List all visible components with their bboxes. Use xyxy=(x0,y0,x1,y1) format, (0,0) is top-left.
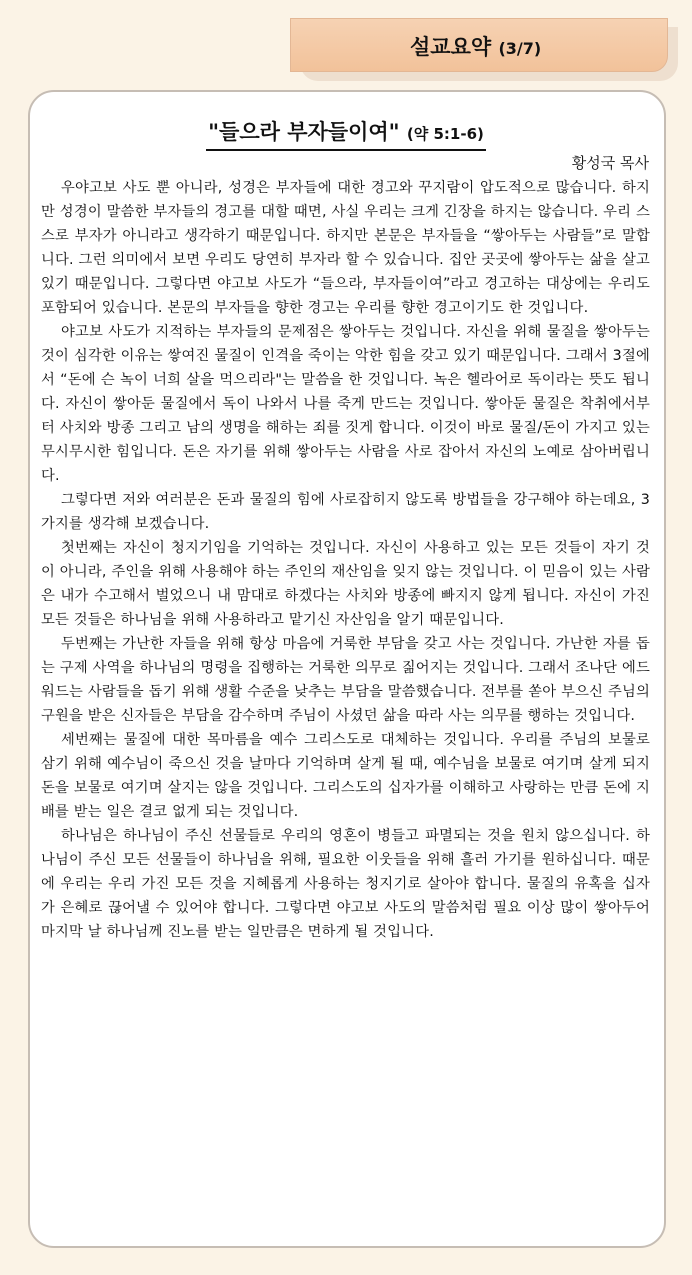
sermon-title-text: "들으라 부자들이여" xyxy=(208,120,400,144)
page-indicator: (3/7) xyxy=(498,39,542,58)
paragraph: 그렇다면 저와 여러분은 돈과 물질의 힘에 사로잡히지 않도록 방법들을 강구해야 하는데요, 3가지를 생각해 보겠습니다. xyxy=(41,492,650,532)
header-title xyxy=(410,33,541,61)
preacher-name: 황성국 목사 xyxy=(571,154,649,172)
scripture-reference: (약 5:1-6) xyxy=(406,125,484,143)
header-title-text: 설교요약 xyxy=(410,35,492,59)
paragraph: 두번째는 가난한 자들을 위해 항상 마음에 거룩한 부담을 갖고 사는 것입니다. 가난한 자를 돕는 구제 사역을 하나님의 명령을 집행하는 거룩한 의무로 짊어지는 것입니다. 그래서 조나단 에드워드는 사람들을 돕기 위해 생활 수준을 낮추는 부담을 말씀했습니다. 전부를 쏟아 부으신 주님의 구원을 받은 신자들은 부담을 감수하며 주님이 사셨던 삶을 따라 사는 의무를 행하는 것입니다. xyxy=(41,636,650,724)
paragraph: 야고보 사도가 지적하는 부자들의 문제점은 쌓아두는 것입니다. 자신을 위해 물질을 쌓아두는 것이 심각한 이유는 쌓여진 물질이 인격을 죽이는 악한 힘을 갖고 있기 때문입니다. 그래서 3절에서 “돈에 슨 녹이 너희 살을 먹으리라"는 말씀을 한 것입니다. 녹은 헬라어로 독이라는 뜻도 됩니다. 자신이 쌓아둔 물질에서 독이 나와서 나를 죽게 만드는 것입니다. 쌓아둔 물질은 착취에서부터 사치와 방종 그리고 남의 생명을 해하는 죄를 짓게 합니다. 이것이 바로 물질/돈이 가지고 있는 무시무시한 힘입니다. 돈은 자기를 위해 쌓아두는 사람을 사로 잡아서 자신의 노예로 삼아버립니다. xyxy=(41,324,650,484)
sermon-title xyxy=(0,116,692,151)
paragraph: 첫번째는 자신이 청지기임을 기억하는 것입니다. 자신이 사용하고 있는 모든 것들이 자기 것이 아니라, 주인을 위해 사용해야 하는 주인의 재산임을 잊지 않는 것입니다. 이 믿음이 있는 사람은 내가 수고해서 벌었으니 내 맘대로 하겠다는 사치와 방종에 빠지지 않게 됩니다. 자신이 가진 모든 것들은 하나님을 위해 사용하라고 맡기신 자산임을 알기 때문입니다. xyxy=(41,540,650,628)
sermon-body xyxy=(41,176,650,944)
paragraph: 하나님은 하나님이 주신 선물들로 우리의 영혼이 병들고 파멸되는 것을 원치 않으십니다. 하나님이 주신 모든 선물들이 하나님을 위해, 필요한 이웃들을 위해 흘러 가기를 원하십니다. 때문에 우리는 우리 가진 모든 것을 지혜롭게 사용하는 청지기로 살아야 합니다. 물질의 유혹을 십자가 은혜로 끊어낼 수 있어야 합니다. 그렇다면 야고보 사도의 말씀처럼 필요 이상 많이 쌓아두어 마지막 날 하나님께 진노를 받는 일만큼은 면하게 될 것입니다. xyxy=(41,828,650,940)
paragraph: 우야고보 사도 뿐 아니라, 성경은 부자들에 대한 경고와 꾸지람이 압도적으로 많습니다. 하지만 성경이 말씀한 부자들의 경고를 대할 때면, 사실 우리는 크게 긴장을 하지는 않습니다. 우리 스스로 부자가 아니라고 생각하기 때문입니다. 하지만 본문은 부자들을 “쌓아두는 사람들”로 말합니다. 그런 의미에서 보면 우리도 당연히 부자라 할 수 있습니다. 집안 곳곳에 쌓아두는 삶을 살고 있기 때문입니다. 그렇다면 야고보 사도가 “들으라, 부자들이여”라고 경고하는 대상에는 우리도 포함되어 있습니다. 본문의 부자들을 향한 경고는 우리를 향한 경고이기도 한 것입니다. xyxy=(41,180,650,316)
sermon-title-underlined xyxy=(206,117,486,151)
paragraph: 세번째는 물질에 대한 목마름을 예수 그리스도로 대체하는 것입니다. 우리를 주님의 보물로 삼기 위해 예수님이 죽으신 것을 날마다 기억하며 살게 될 때, 예수님을 보물로 여기며 살게 되지 돈을 보물로 여기며 살지는 않을 것입니다. 그리스도의 십자가를 이해하고 사랑하는 만큼 돈에 지배를 받는 일은 결코 없게 되는 것입니다. xyxy=(41,732,650,820)
